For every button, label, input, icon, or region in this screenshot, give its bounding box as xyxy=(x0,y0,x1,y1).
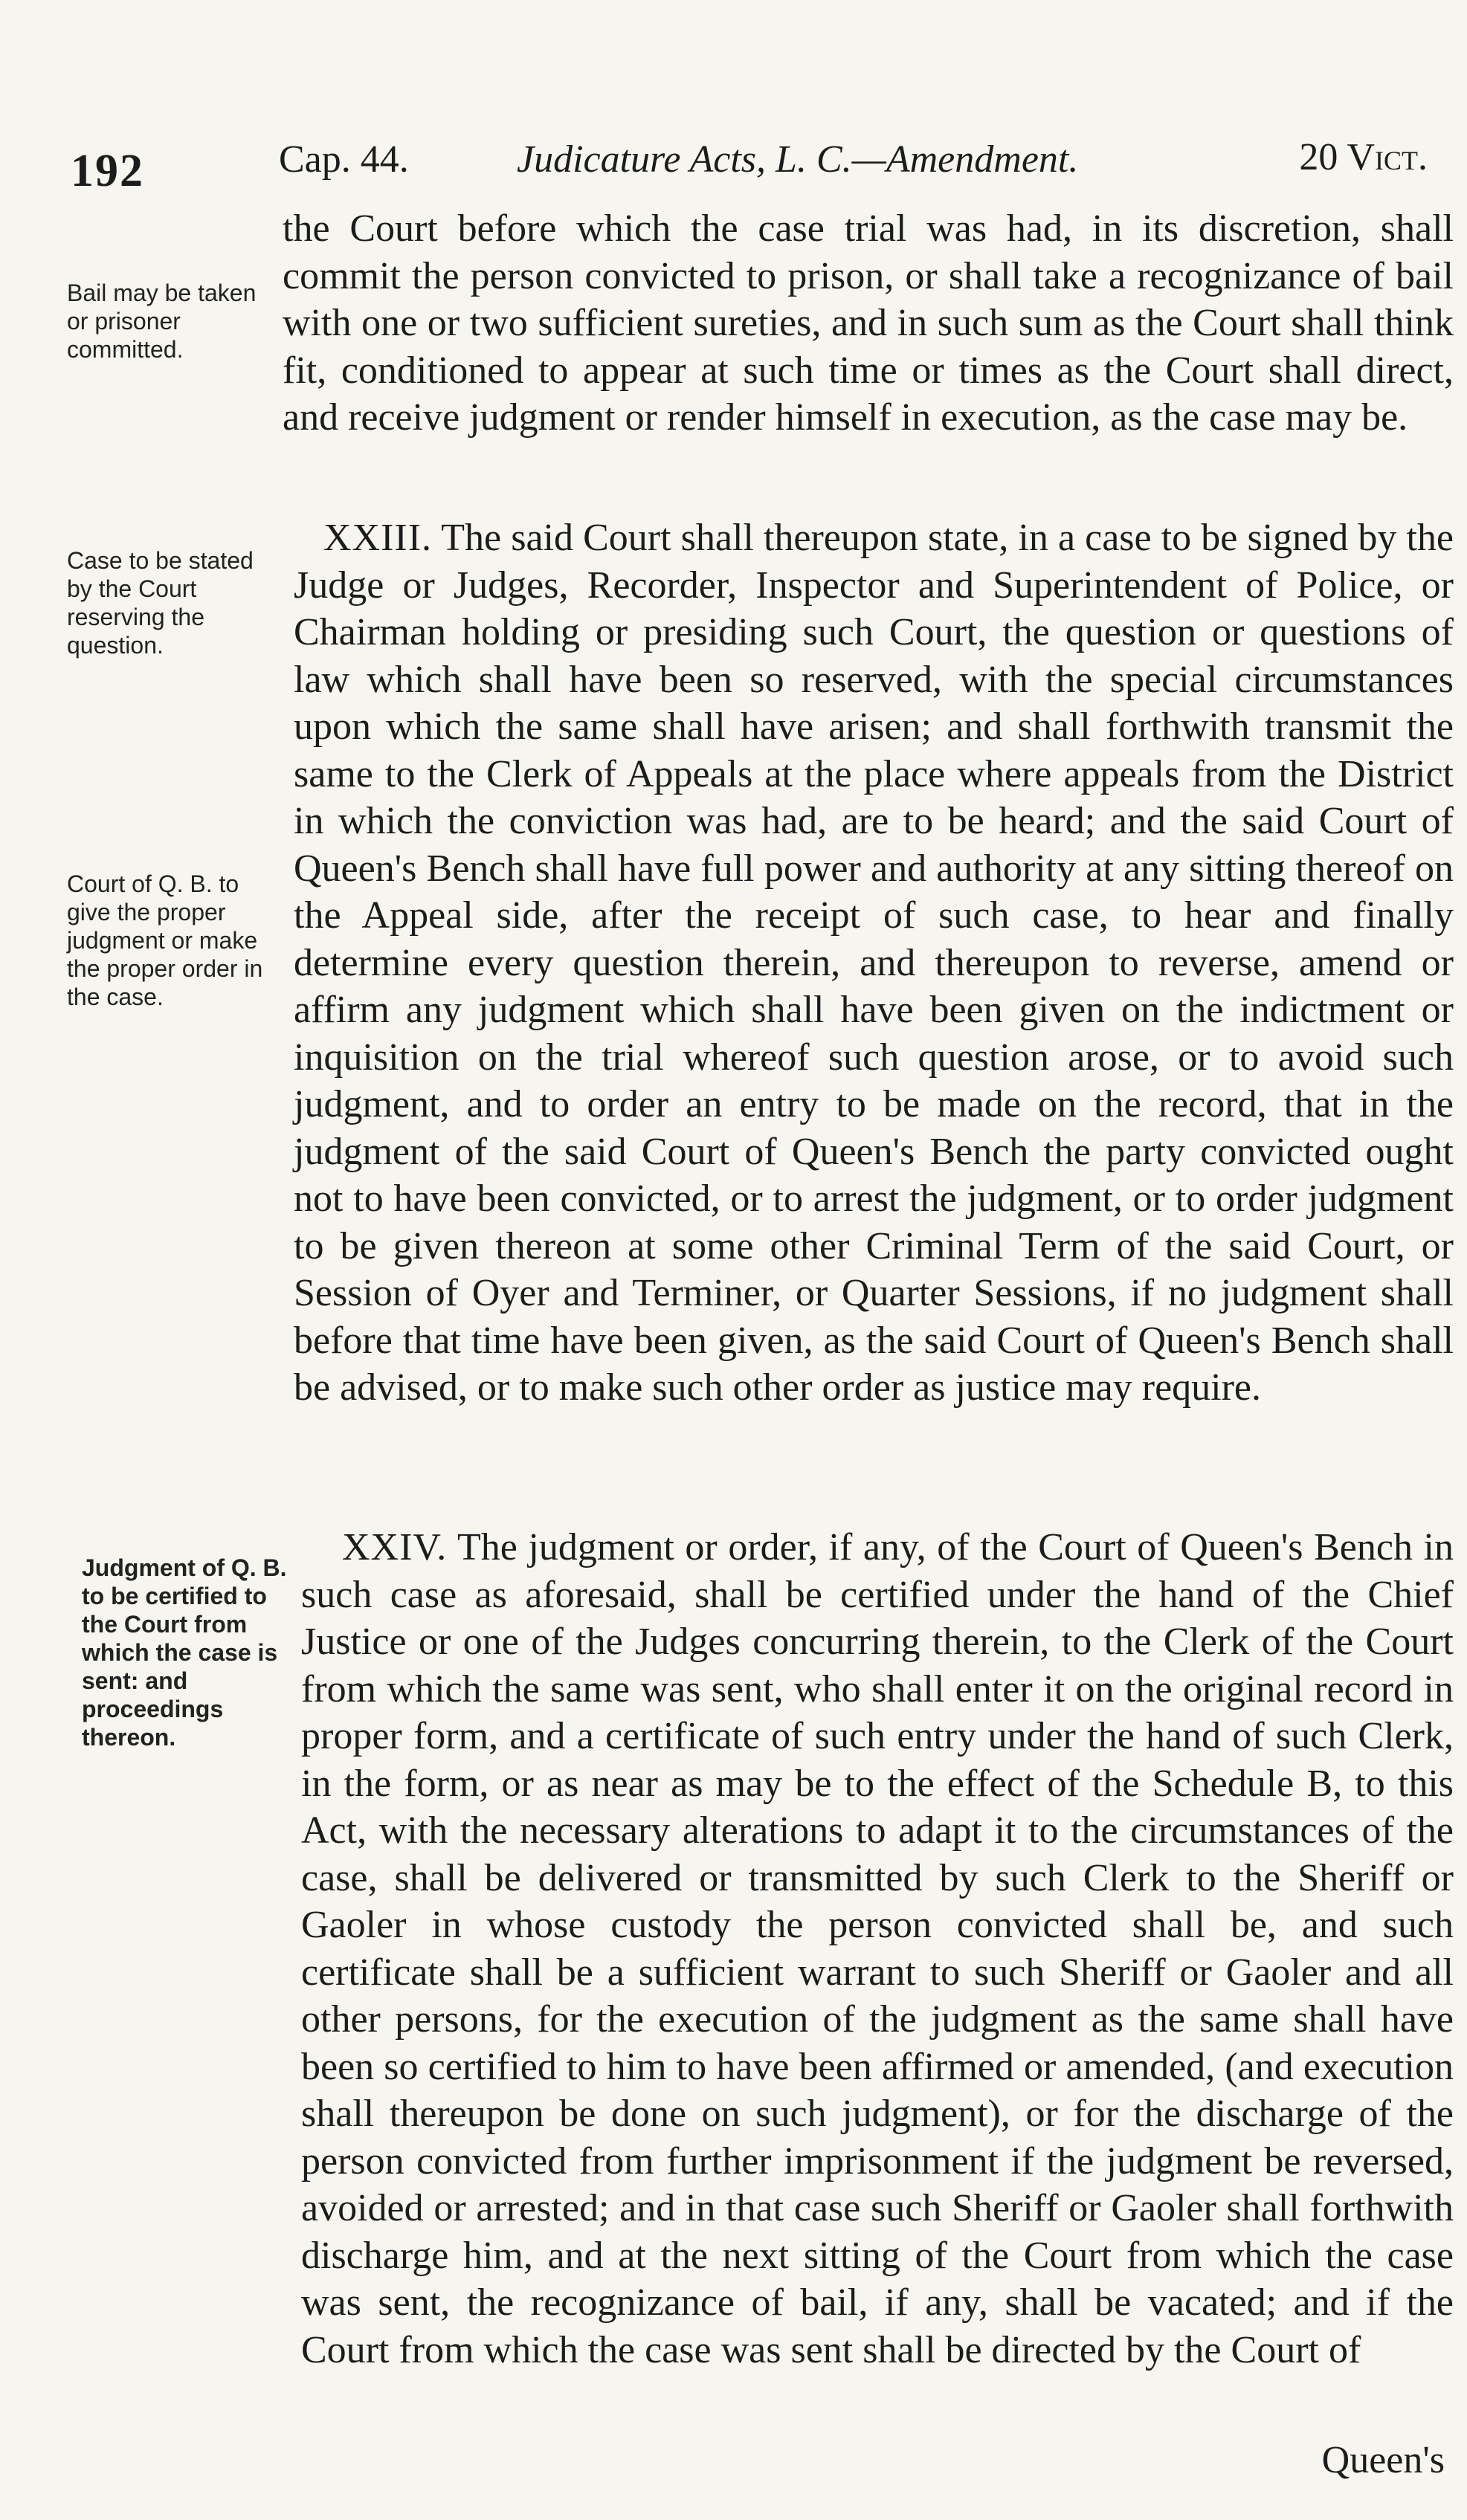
section-number: XXIV. xyxy=(342,1526,448,1568)
chapter-number: Cap. 44. xyxy=(279,138,409,181)
page-number: 192 xyxy=(71,146,144,196)
act-title: Judicature Acts, L. C.—Amendment. xyxy=(517,138,1079,181)
section-body: the Court before which the case trial was had, in its discretion, shall commit the person convicted to prison, or shall take a recognizance of bail with one or two sufficient sureties, and in such sum as the Court shall think fit, conditioned to appear at such time or times as the Court shall direct, and receive judgment or render himself in execution, as the case may be. xyxy=(283,207,1454,439)
catchword: Queen's xyxy=(1321,2439,1445,2481)
running-header xyxy=(59,126,1435,196)
section-body: The said Court shall thereupon state, in a case to be signed by the Judge or Judges, Recorder, Inspector and Superintendent of Police, or Chairman holding or presiding such Court, the question or questions of law which shall have been so reserved, with the special circumstances upon which the same shall have arisen; and shall forthwith transmit the same to the Clerk of Appeals at the place where appeals from the District in which the conviction was had, are to be heard; and the said Court of Queen's Bench shall have full power and authority at any sitting thereof on the Appeal side, after the receipt of such case, to hear and finally determine every question therein, and thereupon to reverse, amend or affirm any judgment which shall have been given on the indictment or inquisition on the trial whereof such question arose, or to avoid such judgment, and to order an entry to be made on the record, that in the judgment of the said Court of Queen's Bench the party convicted ought not to have been convicted, or to arrest the judgment, or to order judgment to be given thereon at some other Criminal Term of the said Court, or Session of Oyer and Terminer, or Quarter Sessions, if no judgment shall before that time have been given, as the said Court of Queen's Bench shall be advised, or to make such other order as justice may require. xyxy=(294,517,1454,1409)
margin-note-court-qb: Court of Q. B. to give the proper judgment or make the proper order in the case. xyxy=(67,870,263,1010)
section-text xyxy=(283,205,1454,442)
section-number: XXIII. xyxy=(323,517,433,559)
section-body: The judgment or order, if any, of the Court of Queen's Bench in such case as aforesaid, shall be certified under the hand of the Chief Justice or one of the Judges concurring therein, to the Clerk of the Court from which the same was sent, who shall enter it on the original record in proper form, and a certificate of such entry under the hand of such Clerk, in the form, or as near as may be to the effect of the Schedule B, to this Act, with the necessary alterations to adapt it to the circumstances of the case, shall be delivered or transmitted by such Clerk to the Sheriff or Gaoler in whose custody the person convicted shall be, and such certificate shall be a sufficient warrant to such Sheriff or Gaoler and all other persons, for the execution of the judgment as the same shall have been so certified to him to have been affirmed or amended, (and execution shall thereupon be done on such judgment), or for the discharge of the person convicted from further imprisonment if the judgment be reversed, avoided or arrested; and in that case such Sheriff or Gaoler shall forthwith discharge him, and at the next sitting of the Court from which the case was sent, the recognizance of bail, if any, shall be vacated; and if the Court from which the case was sent shall be directed by the Court of xyxy=(301,1526,1454,2371)
section-text xyxy=(301,1524,1454,2374)
regnal-year: 20 Vict. xyxy=(1299,136,1428,178)
margin-note-case-stated: Case to be stated by the Court reserving the question. xyxy=(67,547,254,659)
margin-note-judgment-certified: Judgment of Q. B. to be certified to the Court from which the case is sent: and proceedings thereon. xyxy=(82,1554,287,1751)
margin-note-bail: Bail may be taken or prisoner committed. xyxy=(67,280,257,363)
section-text xyxy=(294,514,1454,1412)
